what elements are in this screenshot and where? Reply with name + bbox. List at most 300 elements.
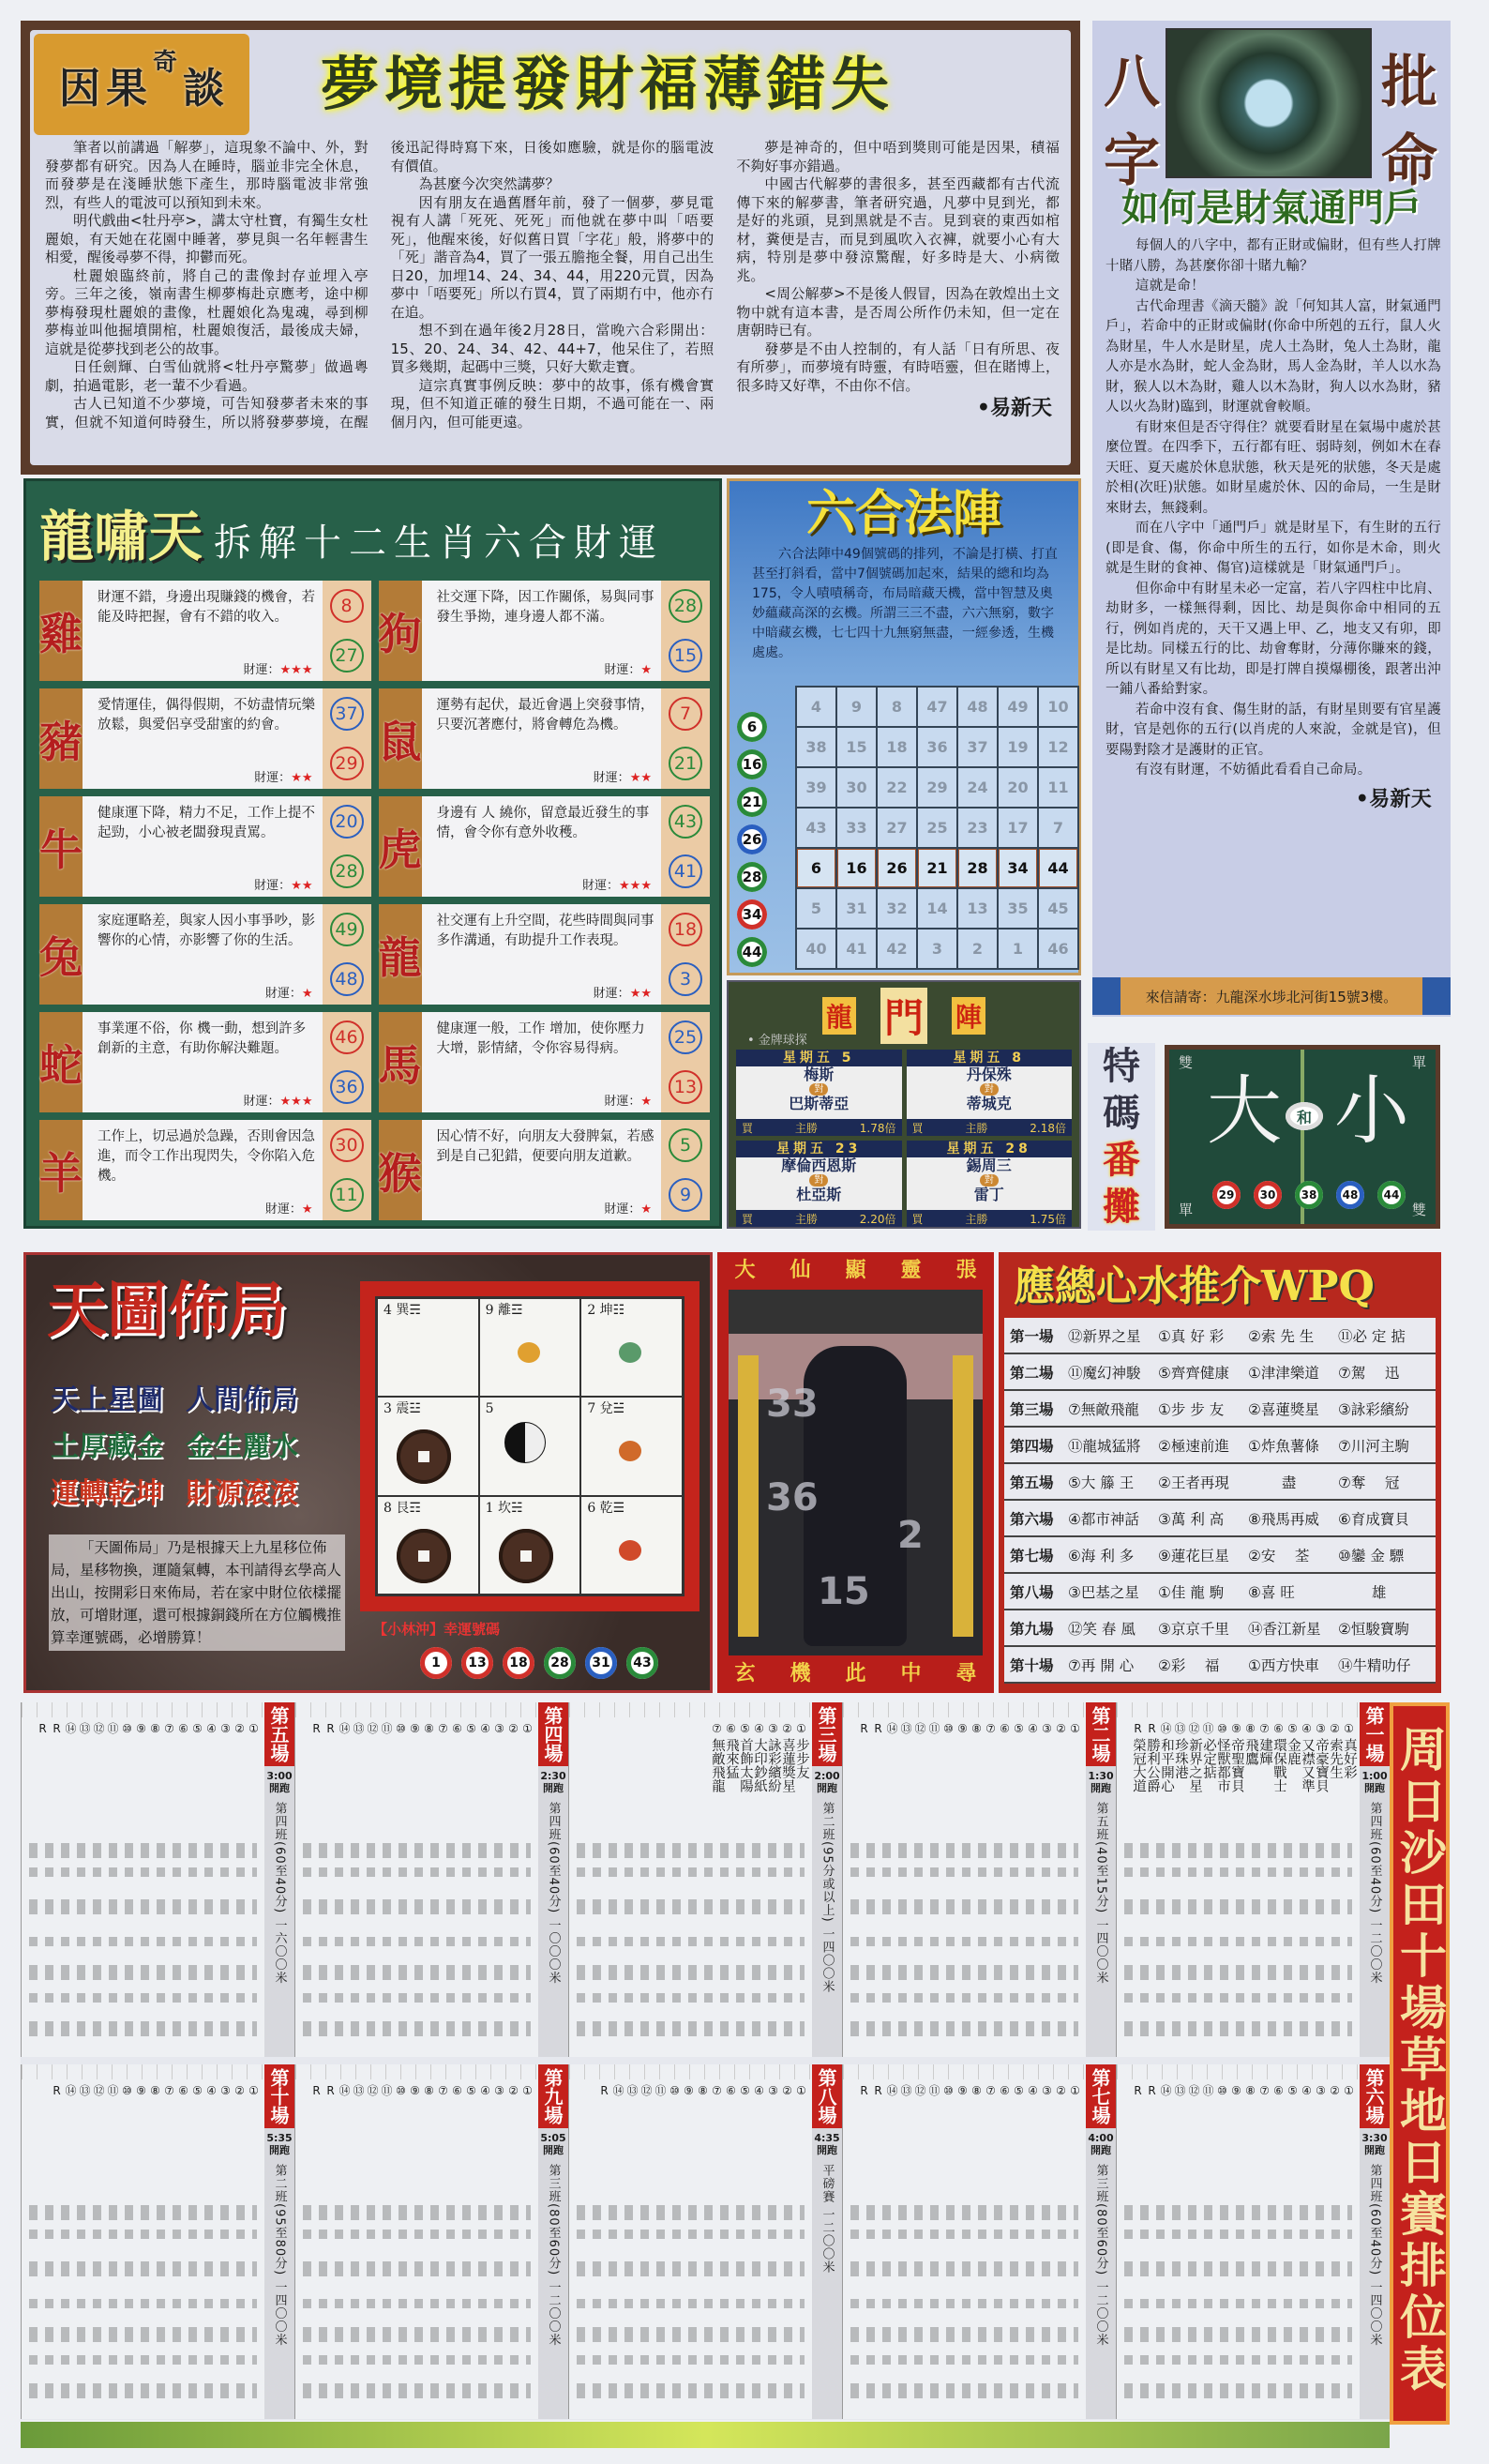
horse-pick: ②極速前進 xyxy=(1158,1437,1229,1455)
horse-name: 新界之星 xyxy=(1187,1738,1202,1792)
home-team: 摩倫西恩斯 xyxy=(781,1156,857,1174)
horse-names xyxy=(1117,2098,1390,2192)
match-day: 星期五 28 xyxy=(907,1141,1073,1157)
horse-name: 又襟又準 xyxy=(1300,1738,1315,1792)
banner-title: 周日沙田十場草地日賽排位表 xyxy=(1392,1725,1448,2396)
buy-label: 買 xyxy=(911,1212,924,1226)
article-paragraph: 明代戲曲<牡丹亭>，講太守杜寶，有獨生女杜麗娘，有天她在花園中睡著，夢見與一名年輕書生相愛，醒後尋夢不得，抑鬱而死。 xyxy=(45,212,368,265)
stats-row xyxy=(577,2383,805,2398)
horse-name: 喜蓮獎星 xyxy=(780,1738,795,1792)
runner-number: ⑥ xyxy=(1000,1722,1010,1735)
lucky-ball: 31 xyxy=(585,1647,617,1679)
runner-number: ⑪ xyxy=(928,2084,940,2097)
runner-number: ⑨ xyxy=(1231,2084,1241,2097)
runner-number: ⑤ xyxy=(1014,2084,1024,2097)
grid-number: 17 xyxy=(999,809,1037,847)
stats-row xyxy=(850,2355,1078,2365)
lucky-numbers xyxy=(661,904,710,1005)
buy-label: 買 xyxy=(742,1212,754,1226)
wpq-title: 應總心水推介WPQ xyxy=(1014,1262,1375,1310)
runner-number: ⑧ xyxy=(971,2084,982,2097)
race-card-banner xyxy=(1390,1702,1450,2425)
corner-even: 雙 xyxy=(1179,1054,1194,1071)
wealth-rating xyxy=(244,663,313,678)
fantan-ball: 29 xyxy=(1212,1181,1241,1209)
lucky-ball: 1 xyxy=(420,1647,452,1679)
horse-names xyxy=(843,1736,1116,1830)
caption-char: 靈 xyxy=(900,1259,922,1282)
runner-number: ⑩ xyxy=(1217,1722,1227,1735)
buy-label: 買 xyxy=(911,1121,924,1135)
article-paragraph: 夢是神奇的，但中唔到獎則可能是因果，積福不夠好事亦錯過。 xyxy=(736,139,1060,174)
runner-number: ⑤ xyxy=(1014,1722,1024,1735)
horse-pick: ⑫新界之星 xyxy=(1068,1327,1141,1345)
runner-number: R xyxy=(1134,1722,1142,1735)
race-label: 第三場 xyxy=(812,1702,842,1766)
stats-row xyxy=(1124,2355,1352,2365)
dragon-gate-football-tips xyxy=(727,980,1081,1229)
stats-row xyxy=(29,2230,257,2239)
stats-row xyxy=(1124,2021,1352,2036)
yinguo-qitan-logo xyxy=(34,34,249,135)
tiantu-text: 「天圖佈局」乃是根據天上九星移位佈局，星移物換，運隨氣轉，本刊請得玄學高人出山，按開彩日來佈局，若在家中財位依樣擺放，可增財運，還可根據銅錢所在方位觸機推算幸運號碼，必增勝算！ xyxy=(49,1534,345,1651)
runner-number: R xyxy=(53,2084,61,2097)
palace-cell xyxy=(377,1397,479,1495)
wealth-rating xyxy=(594,987,652,1002)
zodiac-fortune-panel xyxy=(23,478,722,1229)
race-label: 第十場 xyxy=(1010,1656,1054,1674)
home-team: 梅斯 xyxy=(804,1066,835,1083)
runner-number: R xyxy=(874,1722,882,1735)
runner-number: ⑤ xyxy=(740,2084,750,2097)
race-class: 第二班(95至80分) 一四〇〇米 xyxy=(272,2164,287,2347)
number-circle: 27 xyxy=(330,639,364,673)
grid-number: 38 xyxy=(797,728,835,766)
race-info-strip xyxy=(264,2064,294,2419)
horse-name: 帝聖寶貝 xyxy=(1229,1738,1244,1792)
race-label: 第七場 xyxy=(1010,1547,1054,1565)
race-card xyxy=(1116,1702,1390,2057)
caption-char: 尋 xyxy=(955,1662,977,1685)
grid-number: 41 xyxy=(837,930,876,968)
runner-number: ⑭ xyxy=(886,1722,898,1735)
lucky-label: 【小林沖】幸運號碼 xyxy=(373,1621,501,1638)
zodiac-card xyxy=(39,581,371,681)
number-circle: 28 xyxy=(669,589,702,623)
runner-number: ⑨ xyxy=(957,1722,968,1735)
race-class: 第四班(60至40分) 一〇〇〇米 xyxy=(546,1802,561,1985)
stats-row xyxy=(303,2299,531,2308)
label-char: 番 xyxy=(1103,1138,1140,1182)
horse-names xyxy=(569,1736,842,1830)
fortune-text: 社交運下降，因工作關係，易與同事發生爭拗，連身邊人都不滿。 xyxy=(436,590,654,625)
gemstone-icon xyxy=(619,1342,641,1363)
runner-number: ⑩ xyxy=(122,2084,132,2097)
wealth-label: 財運： xyxy=(264,987,302,1001)
runner-number: ④ xyxy=(480,1722,490,1735)
article-paragraph: 古人已知道不少夢境，可告知發夢者未來的事實，但就不知道何時發生，所以將發夢夢境，在醒後迅記得時寫下來，日後如應驗，就是你的腦電波有價值。 xyxy=(45,139,714,431)
horse-pick: ⑭牛精叻仔 xyxy=(1338,1656,1411,1674)
grid-number: 40 xyxy=(797,930,835,968)
magic-square-title: 六合法陣 xyxy=(805,485,1001,542)
stats-row xyxy=(850,2205,1078,2220)
palace-label: 7 兌☱ xyxy=(587,1401,625,1417)
bazi-paragraph: 古代命理書《滴天髓》說「何知其人富，財氣通門戶」，若命中的正財或偏財(你命中所剋的五行，鼠人火為財星，牛人水是財星，虎人土為財，兔人土為財，龍人亦是水為財，蛇人金為財，馬人金為財，羊人以水為財，猴人以木為財，雞人以木為財，狗人以水為財，豬人以火為財)臨到，財運就會較順。 xyxy=(1105,298,1441,415)
race-time: 4:35 開跑 xyxy=(814,2132,840,2156)
vs-badge: 對 xyxy=(980,1083,999,1096)
wpq-table xyxy=(1004,1318,1436,1684)
runner-number: R xyxy=(860,1722,868,1735)
zodiac-animal: 蛇 xyxy=(39,1012,83,1112)
fortune-text: 家庭運略差，與家人因小事爭吵，影響你的心情，亦影響了你的生活。 xyxy=(98,914,315,948)
runner-number: ⑧ xyxy=(971,1722,982,1735)
grid-number: 12 xyxy=(1039,728,1077,766)
horse-pick: ⑪龍城猛將 xyxy=(1068,1437,1141,1455)
horse-pick: ⑦川河主駒 xyxy=(1338,1437,1409,1455)
runner-number: ⑤ xyxy=(192,2084,203,2097)
stats-row xyxy=(29,2327,257,2342)
luopan-compass-image xyxy=(1166,28,1372,178)
runner-number: ⑬ xyxy=(353,2084,365,2097)
odds: 2.18倍 xyxy=(1030,1121,1066,1135)
number-circle: 37 xyxy=(330,697,364,731)
race-ruler xyxy=(22,2064,263,2079)
grid-number: 22 xyxy=(878,768,916,807)
fortune-text: 健康運一般，工作 增加，使你壓力大增，影情緒，令你容易得病。 xyxy=(436,1021,645,1056)
runner-number: ③ xyxy=(768,1722,778,1735)
article-body xyxy=(45,139,1060,469)
wealth-label: 財運： xyxy=(254,771,292,785)
grid-number: 13 xyxy=(958,889,997,928)
copper-coin-icon xyxy=(397,1429,451,1484)
slogan: 金生麗水 xyxy=(186,1430,298,1463)
runner-number: ① xyxy=(1070,1722,1080,1735)
stats-row xyxy=(577,1899,805,1914)
runner-number: ⑭ xyxy=(1160,1722,1172,1735)
wealth-label: 財運： xyxy=(243,663,280,677)
palace-label: 4 巽☴ xyxy=(384,1303,421,1318)
runner-number: ⑦ xyxy=(164,1722,174,1735)
runner-number: R xyxy=(860,2084,868,2097)
runner-numbers xyxy=(295,2079,568,2098)
horse-pick: ①佳 龍 駒 xyxy=(1158,1583,1225,1601)
slogan: 人間佈局 xyxy=(186,1383,298,1416)
match-card xyxy=(907,1050,1073,1136)
zodiac-text xyxy=(88,796,323,897)
match-tip xyxy=(907,1210,1073,1227)
grid-number: 5 xyxy=(797,889,835,928)
horse-name: 榮冠大道 xyxy=(1131,1738,1146,1792)
horse-pick: ⑩鑾 金 驃 xyxy=(1338,1547,1405,1565)
race-class: 第四班(60至40分) 一四〇〇米 xyxy=(1367,2164,1382,2347)
runner-number: ⑦ xyxy=(712,1722,722,1735)
stars-icon: ★ xyxy=(301,987,313,1001)
article-paragraph: 因有朋友在過舊曆年前，發了一個夢，夢見電視有人講「死死、死死」而他就在夢中叫「唔要死」，他醒來後，好似舊日買「字花」般，將夢中的「死」諧音為4，買了一張五膽拖全餐，用自己出生日20，加埋14、24、34、44，用220元買，因為夢中「唔要死」所以冇買4，買了兩期冇中，他亦冇在追。 xyxy=(390,193,714,321)
runner-numbers xyxy=(1117,2079,1390,2098)
grid-number: 24 xyxy=(958,768,997,807)
grid-number: 36 xyxy=(918,728,956,766)
magic-square-text: 六合法陣中49個號碼的排列，不論是打橫、打直甚至打斜看，當中7個號碼加起來，結果的總和均為175，令人嘖嘖稱奇，布局暗藏天機，當中智慧及奧妙蘊藏高深的玄機。所謂三三不盡，六六無窮，數字中暗藏玄機，七七四十九無窮無盡，一經參透，生機處處。 xyxy=(752,547,1058,660)
fortune-text: 身邊有 人 繞你，留意最近發生的事情，會令你有意外收穫。 xyxy=(436,806,650,840)
runner-number: R xyxy=(326,1722,335,1735)
runner-number: ⑪ xyxy=(107,1722,119,1735)
horse-pick: ⑤大 籐 王 xyxy=(1068,1474,1135,1491)
stats-row xyxy=(850,2261,1078,2276)
race-card xyxy=(842,1702,1116,2057)
fantan-ball: 30 xyxy=(1254,1181,1282,1209)
stats-row xyxy=(1124,1843,1352,1858)
copper-coin-icon xyxy=(499,1529,553,1583)
side-ball: 26 xyxy=(737,824,767,854)
lucky-numbers xyxy=(323,904,371,1005)
runner-number: R xyxy=(38,1722,47,1735)
runner-number: ③ xyxy=(1042,2084,1052,2097)
wealth-label: 財運： xyxy=(593,987,630,1001)
lucky-numbers xyxy=(661,581,710,681)
zodiac-card xyxy=(379,581,711,681)
palace-label: 1 坎☵ xyxy=(485,1500,523,1516)
number-circle: 29 xyxy=(330,747,364,780)
corner-even: 雙 xyxy=(1411,1202,1426,1218)
stats-row xyxy=(577,2205,805,2220)
horse-pick: ①西方快車 xyxy=(1248,1656,1319,1674)
article-paragraph: <周公解夢>不是後人假冒，因為在敦煌出土文物中就有這本書，是否周公所作仍未知，但一定在唐朝時已有。 xyxy=(736,285,1060,339)
stats-row xyxy=(303,2205,531,2220)
fortune-text: 因心情不好，向朋友大發脾氣，若感到是自己犯錯，便要向朋友道歉。 xyxy=(436,1129,654,1164)
runner-number: ③ xyxy=(220,1722,231,1735)
runner-number: ⑭ xyxy=(338,1722,351,1735)
horse-name: 飛來猛 xyxy=(724,1738,739,1779)
logo-char: 果 xyxy=(105,65,147,113)
lucky-ball: 43 xyxy=(626,1647,658,1679)
zodiac-animal: 牛 xyxy=(39,796,83,897)
slogan: 運轉乾坤 xyxy=(51,1477,163,1510)
magic-square-panel xyxy=(727,478,1081,975)
grid-number: 8 xyxy=(878,688,916,726)
mailing-address: 來信請寄：九龍深水埗北河街15號3樓。 xyxy=(1092,977,1451,1015)
stats-row xyxy=(1124,2205,1352,2220)
wpq-row xyxy=(1004,1391,1436,1428)
number-circle: 20 xyxy=(330,805,364,839)
big-label: 大 xyxy=(1207,1067,1282,1155)
runner-number: ① xyxy=(522,1722,533,1735)
runner-number: ① xyxy=(248,1722,259,1735)
zodiac-animal: 豬 xyxy=(39,688,83,789)
fortune-text: 運勢有起伏，最近會遇上突發事情，只要沉著應付，將會轉危為機。 xyxy=(436,698,654,733)
stats-row xyxy=(303,2261,531,2276)
horse-names xyxy=(569,2098,842,2192)
race-time: 3:30 開跑 xyxy=(1361,2132,1388,2156)
grid-number: 47 xyxy=(918,688,956,726)
race-label: 第九場 xyxy=(1010,1620,1054,1638)
runner-number: ⑥ xyxy=(1273,1722,1284,1735)
race-label: 第三場 xyxy=(1010,1400,1054,1418)
stats-row xyxy=(29,2355,257,2365)
bazi-paragraph: 有沒有財運，不妨循此看看自己命局。 xyxy=(1135,763,1372,778)
side-title-left: 八字 xyxy=(1104,50,1160,194)
runner-number: ② xyxy=(1330,1722,1340,1735)
runner-number: ⑭ xyxy=(886,2084,898,2097)
small-label: 小 xyxy=(1334,1067,1409,1155)
stats-row xyxy=(1124,2230,1352,2239)
tiantu-layout-panel xyxy=(23,1252,713,1693)
fortune-text: 愛情運佳，偶得假期，不妨盡情玩樂放鬆，與愛侶享受甜蜜的約會。 xyxy=(98,698,315,733)
runner-number: ⑥ xyxy=(452,2084,462,2097)
grid-number: 14 xyxy=(918,889,956,928)
side-number-column xyxy=(737,712,767,967)
nine-palace-frame xyxy=(360,1281,699,1611)
article-paragraph: 筆者以前講過「解夢」，這現象不論中、外，對發夢都有研究。因為人在睡時，腦並非完全休息，而發夢是在淺睡狀態下產生，那時腦電波非常強烈，有些人的電波可以預知到未來。 xyxy=(45,139,368,211)
runner-number: ② xyxy=(234,2084,245,2097)
race-card xyxy=(294,1702,568,2057)
palace-cell xyxy=(377,1298,479,1397)
stars-icon: ★★★ xyxy=(619,879,652,893)
wpq-row xyxy=(1004,1501,1436,1537)
article-paragraph: 日任劍輝、白雪仙就將<牡丹亭驚夢」做過粵劇，拍過電影，老一輩不少看過。 xyxy=(45,358,368,394)
runner-number: ③ xyxy=(768,2084,778,2097)
number-circle: 49 xyxy=(330,913,364,946)
side-ball: 28 xyxy=(737,862,767,892)
stats-row xyxy=(303,1843,531,1858)
runner-number: ⑬ xyxy=(1174,1722,1186,1735)
grid-number: 19 xyxy=(999,728,1037,766)
stats-row xyxy=(29,1899,257,1914)
wealth-rating xyxy=(582,879,652,894)
stats-row xyxy=(29,1843,257,1858)
horse-names xyxy=(295,2098,568,2192)
runner-number: ① xyxy=(522,2084,533,2097)
runner-number: ⑦ xyxy=(1259,1722,1270,1735)
match-tip xyxy=(736,1119,902,1136)
zodiac-animal: 馬 xyxy=(379,1012,422,1112)
lucky-numbers xyxy=(323,581,371,681)
fantan-ball: 38 xyxy=(1295,1181,1323,1209)
logo-char: 因 xyxy=(58,65,100,113)
stars-icon: ★ xyxy=(640,663,652,677)
race-class: 第二班(95分或以上) 一四〇〇米 xyxy=(820,1802,835,1993)
gate-header xyxy=(729,982,1079,1050)
odds: 1.78倍 xyxy=(859,1121,896,1135)
palace-cell xyxy=(479,1496,581,1595)
stats-row xyxy=(850,2383,1078,2398)
horse-pick: ⑥海 利 多 xyxy=(1068,1547,1135,1565)
zodiac-text xyxy=(88,688,323,789)
grid-number: 6 xyxy=(797,849,835,887)
zodiac-text xyxy=(428,688,662,789)
number-circle: 7 xyxy=(669,697,702,731)
horse-names xyxy=(1117,1736,1390,1830)
caption-char: 張 xyxy=(955,1259,977,1282)
runner-number: R xyxy=(312,1722,321,1735)
grid-number: 32 xyxy=(878,889,916,928)
zodiac-title xyxy=(39,492,664,571)
stats-row xyxy=(29,2205,257,2220)
runner-number: ⑨ xyxy=(136,2084,146,2097)
label-char: 攤 xyxy=(1103,1185,1140,1229)
bazi-author: •易新天 xyxy=(1355,786,1432,811)
horse-pick: ③詠彩繽紛 xyxy=(1338,1400,1409,1418)
race-time: 3:00 開跑 xyxy=(266,1770,293,1794)
stats-row xyxy=(29,2299,257,2308)
grid-number: 26 xyxy=(878,849,916,887)
runner-number: ⑫ xyxy=(640,2084,653,2097)
grid-number: 18 xyxy=(878,728,916,766)
grid-number: 3 xyxy=(918,930,956,968)
stats-row xyxy=(1124,2299,1352,2308)
race-ruler xyxy=(295,2064,536,2079)
horse-name: 金鹿 xyxy=(1286,1738,1301,1765)
stats-row xyxy=(850,1937,1078,1946)
couplet-right xyxy=(953,1355,973,1637)
horse-pick: ②恒駿寶駒 xyxy=(1338,1620,1409,1638)
number-circle: 15 xyxy=(669,639,702,673)
horse-pick: ⑭香江新星 xyxy=(1248,1620,1321,1638)
vs-badge: 對 xyxy=(809,1174,828,1187)
zodiac-card xyxy=(379,796,711,897)
runner-number: ① xyxy=(1070,2084,1080,2097)
stats-row xyxy=(850,1965,1078,1980)
hidden-number: 36 xyxy=(766,1476,819,1519)
match-tip xyxy=(907,1119,1073,1136)
runner-number: ⑩ xyxy=(943,2084,954,2097)
horse-name: 首飾太陽 xyxy=(738,1738,753,1792)
lucky-numbers xyxy=(323,688,371,789)
race-ruler xyxy=(295,1702,536,1717)
horse-names xyxy=(22,1736,294,1830)
brand-title: 龍嘯天 xyxy=(39,505,203,568)
zodiac-animal: 狗 xyxy=(379,581,422,681)
stats-row xyxy=(303,1937,531,1946)
number-circle: 11 xyxy=(330,1178,364,1212)
temple-deity-picture xyxy=(717,1252,994,1693)
stats-row xyxy=(303,2383,531,2398)
stats-row xyxy=(577,1965,805,1980)
stats-row xyxy=(850,1899,1078,1914)
runner-number: ⑫ xyxy=(367,2084,379,2097)
runner-number: ⑧ xyxy=(698,2084,708,2097)
stats-row xyxy=(1124,1965,1352,1980)
race-label: 第七場 xyxy=(1086,2064,1116,2128)
race-class: 第五班(40至15分) 一四〇〇米 xyxy=(1093,1802,1108,1985)
stats-row xyxy=(577,2299,805,2308)
runner-number: ② xyxy=(1330,2084,1340,2097)
zodiac-card xyxy=(39,796,371,897)
runner-number: ⑤ xyxy=(1287,2084,1298,2097)
wealth-label: 財運： xyxy=(264,1202,302,1217)
home-team: 丹保殊 xyxy=(966,1066,1012,1083)
stats-row xyxy=(577,2230,805,2239)
lucky-numbers xyxy=(323,796,371,897)
stats-row xyxy=(1124,1937,1352,1946)
hidden-number: 33 xyxy=(766,1383,819,1426)
stats-row xyxy=(577,2355,805,2365)
horse-names xyxy=(843,2098,1116,2192)
grid-number: 42 xyxy=(878,930,916,968)
temple-bottom-caption xyxy=(717,1661,994,1687)
away-team: 巴斯蒂亞 xyxy=(789,1095,850,1112)
palace-cell xyxy=(479,1397,581,1495)
grid-number: 16 xyxy=(837,849,876,887)
number-circle: 30 xyxy=(330,1128,364,1162)
runner-number: ② xyxy=(782,1722,792,1735)
number-circle: 46 xyxy=(330,1020,364,1054)
race-ruler xyxy=(569,2064,810,2079)
caption-char: 大 xyxy=(734,1259,756,1282)
grid-number: 23 xyxy=(958,809,997,847)
horse-name: 建輝 xyxy=(1257,1738,1272,1765)
runner-number: ⑧ xyxy=(1245,1722,1256,1735)
zodiac-animal: 雞 xyxy=(39,581,83,681)
